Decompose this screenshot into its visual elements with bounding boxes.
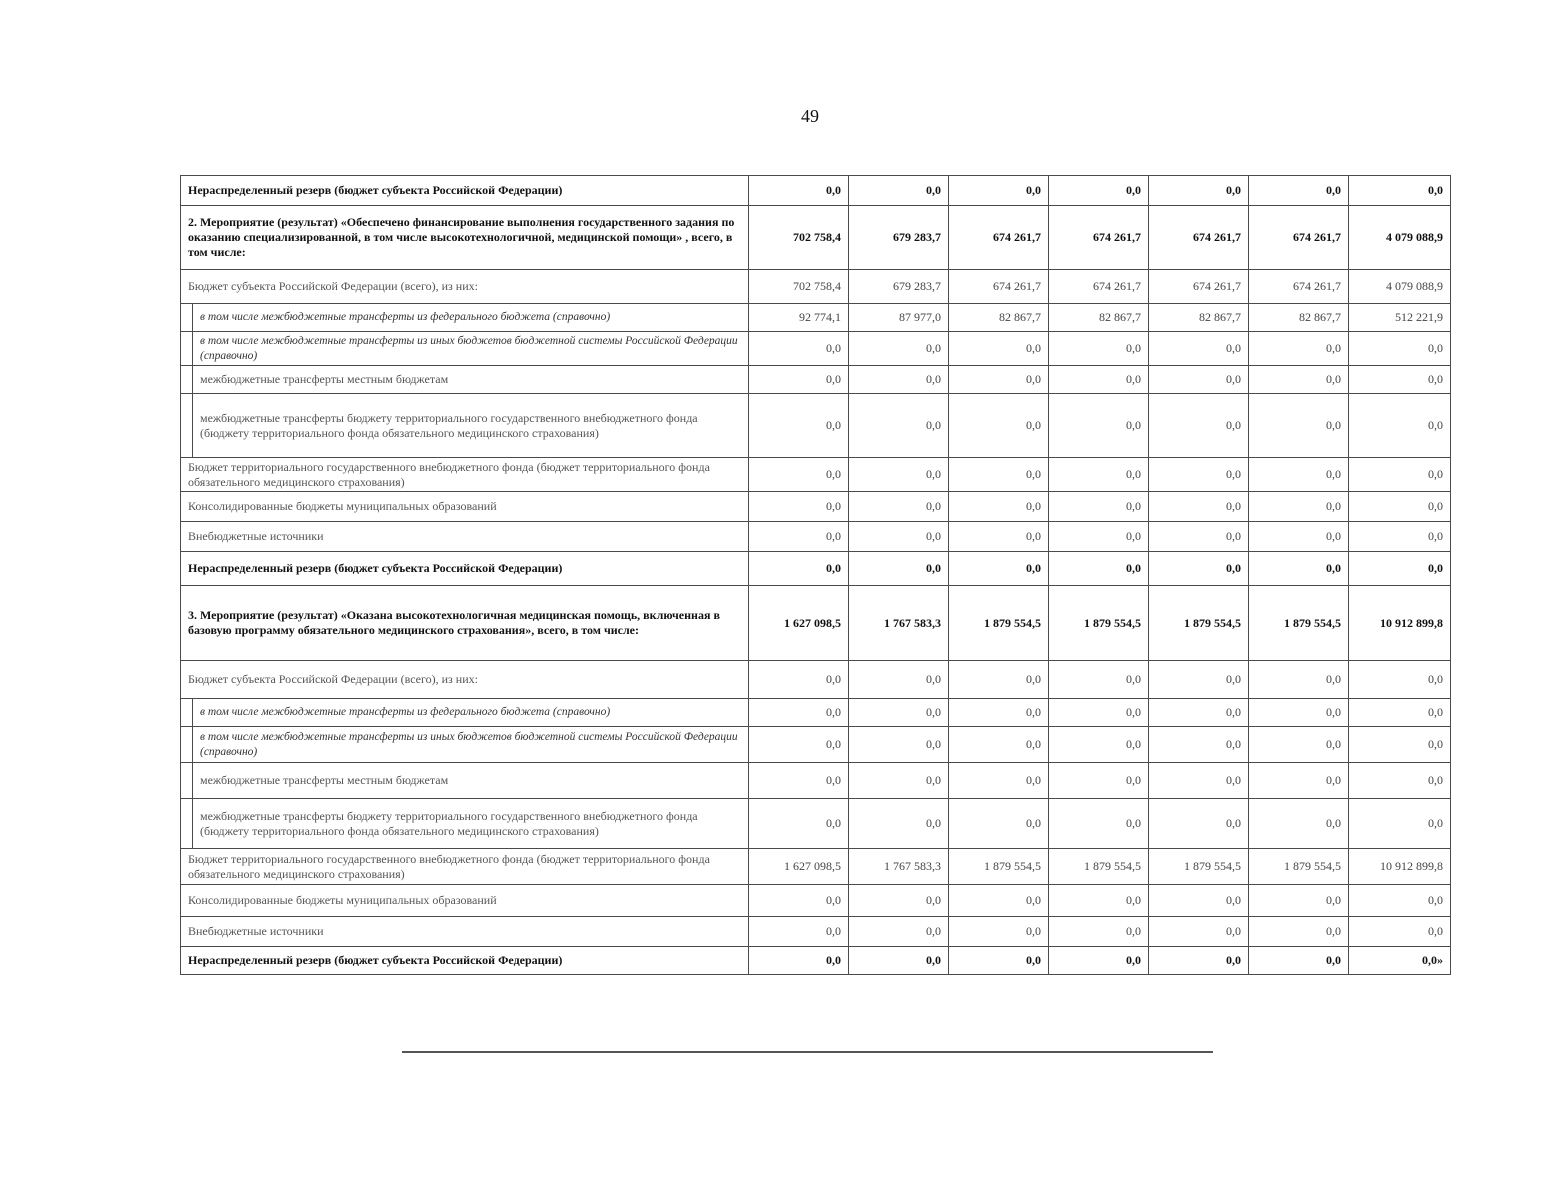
value-cell: 674 261,7	[949, 206, 1049, 270]
value-cell: 0,0	[1349, 366, 1451, 394]
value-cell: 0,0	[1249, 492, 1349, 522]
value-cell: 0,0	[1349, 458, 1451, 492]
value-cell: 702 758,4	[749, 206, 849, 270]
value-cell: 0,0	[949, 727, 1049, 763]
value-cell: 679 283,7	[849, 206, 949, 270]
value-cell: 0,0	[749, 885, 849, 917]
table-body	[181, 176, 1451, 975]
value-cell: 0,0	[949, 366, 1049, 394]
value-cell: 0,0	[1249, 661, 1349, 699]
value-cell: 0,0	[1149, 699, 1249, 727]
value-cell: 0,0	[849, 885, 949, 917]
row-label: Внебюджетные источники	[181, 522, 749, 552]
value-cell: 0,0	[1349, 522, 1451, 552]
value-cell: 0,0	[849, 458, 949, 492]
value-cell: 0,0	[1049, 799, 1149, 849]
value-cell: 0,0	[1349, 799, 1451, 849]
value-cell: 0,0	[1149, 947, 1249, 975]
table-row	[181, 763, 1451, 799]
table-row	[181, 458, 1451, 492]
row-label: Бюджет субъекта Российской Федерации (всего), из них:	[181, 270, 749, 304]
value-cell: 0,0	[1249, 799, 1349, 849]
value-cell: 0,0	[1049, 522, 1149, 552]
value-cell: 1 879 554,5	[1149, 849, 1249, 885]
row-label: межбюджетные трансферты бюджету территориального государственного внебюджетного фонда (бюджету территориального фонда обязательного медицинского страхования)	[193, 799, 749, 849]
value-cell: 0,0	[749, 917, 849, 947]
value-cell: 0,0	[849, 366, 949, 394]
value-cell: 82 867,7	[1249, 304, 1349, 332]
value-cell: 0,0	[849, 522, 949, 552]
indent-cell	[181, 763, 193, 799]
value-cell: 0,0	[849, 727, 949, 763]
table-row	[181, 270, 1451, 304]
value-cell: 1 767 583,3	[849, 586, 949, 661]
row-label: Внебюджетные источники	[181, 917, 749, 947]
value-cell: 92 774,1	[749, 304, 849, 332]
row-label: Нераспределенный резерв (бюджет субъекта Российской Федерации)	[181, 552, 749, 586]
indent-cell	[181, 304, 193, 332]
value-cell: 674 261,7	[1149, 206, 1249, 270]
value-cell: 512 221,9	[1349, 304, 1451, 332]
value-cell: 0,0	[1149, 522, 1249, 552]
row-label: в том числе межбюджетные трансферты из иных бюджетов бюджетной системы Российской Федерации (справочно)	[193, 332, 749, 366]
value-cell: 0,0	[749, 799, 849, 849]
value-cell: 0,0	[1149, 492, 1249, 522]
table-row	[181, 699, 1451, 727]
table-row	[181, 522, 1451, 552]
value-cell: 0,0	[749, 492, 849, 522]
row-label: в том числе межбюджетные трансферты из федерального бюджета (справочно)	[193, 304, 749, 332]
value-cell: 82 867,7	[1149, 304, 1249, 332]
row-label: Бюджет территориального государственного внебюджетного фонда (бюджет территориального фонда обязательного медицинского страхования)	[181, 458, 749, 492]
value-cell: 0,0	[849, 552, 949, 586]
value-cell: 0,0	[849, 661, 949, 699]
value-cell: 0,0	[1249, 552, 1349, 586]
value-cell: 1 879 554,5	[949, 586, 1049, 661]
value-cell: 0,0	[1349, 394, 1451, 458]
bottom-divider	[402, 1051, 1213, 1053]
row-label: межбюджетные трансферты местным бюджетам	[193, 763, 749, 799]
value-cell: 0,0	[949, 917, 1049, 947]
value-cell: 0,0	[1249, 332, 1349, 366]
row-label: Консолидированные бюджеты муниципальных образований	[181, 492, 749, 522]
value-cell: 0,0	[1249, 947, 1349, 975]
value-cell: 0,0	[1049, 661, 1149, 699]
indent-cell	[181, 799, 193, 849]
value-cell: 0,0	[949, 394, 1049, 458]
value-cell: 674 261,7	[1049, 206, 1149, 270]
value-cell: 0,0	[749, 727, 849, 763]
indent-cell	[181, 699, 193, 727]
row-label: Бюджет субъекта Российской Федерации (всего), из них:	[181, 661, 749, 699]
value-cell: 0,0	[1049, 492, 1149, 522]
table-row	[181, 176, 1451, 206]
value-cell: 0,0	[949, 458, 1049, 492]
value-cell: 0,0	[1149, 394, 1249, 458]
value-cell: 0,0	[1049, 917, 1149, 947]
table-row	[181, 727, 1451, 763]
value-cell: 0,0	[1249, 885, 1349, 917]
value-cell: 0,0	[1249, 917, 1349, 947]
value-cell: 82 867,7	[1049, 304, 1149, 332]
value-cell: 1 767 583,3	[849, 849, 949, 885]
value-cell: 702 758,4	[749, 270, 849, 304]
value-cell: 674 261,7	[1049, 270, 1149, 304]
value-cell: 0,0	[1049, 394, 1149, 458]
table-row	[181, 799, 1451, 849]
value-cell: 0,0	[1149, 332, 1249, 366]
value-cell: 0,0	[849, 332, 949, 366]
value-cell: 0,0	[849, 394, 949, 458]
value-cell: 0,0	[1249, 394, 1349, 458]
value-cell: 0,0	[1349, 492, 1451, 522]
table-row	[181, 206, 1451, 270]
value-cell: 0,0	[949, 885, 1049, 917]
value-cell: 0,0	[1249, 176, 1349, 206]
value-cell: 0,0	[949, 176, 1049, 206]
value-cell: 0,0	[749, 947, 849, 975]
value-cell: 0,0	[1049, 727, 1149, 763]
value-cell: 0,0	[1349, 727, 1451, 763]
value-cell: 0,0	[849, 917, 949, 947]
value-cell: 0,0	[949, 492, 1049, 522]
value-cell: 674 261,7	[1249, 270, 1349, 304]
table-row	[181, 885, 1451, 917]
value-cell: 0,0	[1349, 552, 1451, 586]
value-cell: 0,0	[849, 176, 949, 206]
value-cell: 1 879 554,5	[1049, 849, 1149, 885]
value-cell: 0,0	[1249, 522, 1349, 552]
value-cell: 4 079 088,9	[1349, 270, 1451, 304]
table-row	[181, 586, 1451, 661]
value-cell: 0,0»	[1349, 947, 1451, 975]
value-cell: 674 261,7	[1149, 270, 1249, 304]
value-cell: 0,0	[1149, 552, 1249, 586]
value-cell: 0,0	[1049, 947, 1149, 975]
value-cell: 0,0	[749, 699, 849, 727]
row-label: Нераспределенный резерв (бюджет субъекта Российской Федерации)	[181, 176, 749, 206]
value-cell: 1 879 554,5	[1249, 586, 1349, 661]
value-cell: 0,0	[749, 763, 849, 799]
value-cell: 0,0	[1349, 917, 1451, 947]
value-cell: 0,0	[1349, 763, 1451, 799]
value-cell: 0,0	[1149, 885, 1249, 917]
row-label: межбюджетные трансферты местным бюджетам	[193, 366, 749, 394]
value-cell: 0,0	[1149, 799, 1249, 849]
value-cell: 0,0	[949, 522, 1049, 552]
value-cell: 0,0	[1149, 176, 1249, 206]
value-cell: 0,0	[1149, 366, 1249, 394]
value-cell: 0,0	[749, 552, 849, 586]
value-cell: 674 261,7	[1249, 206, 1349, 270]
value-cell: 4 079 088,9	[1349, 206, 1451, 270]
value-cell: 0,0	[749, 458, 849, 492]
value-cell: 0,0	[749, 394, 849, 458]
value-cell: 1 879 554,5	[949, 849, 1049, 885]
value-cell: 0,0	[749, 661, 849, 699]
value-cell: 0,0	[1349, 661, 1451, 699]
value-cell: 0,0	[1049, 458, 1149, 492]
value-cell: 87 977,0	[849, 304, 949, 332]
value-cell: 0,0	[1349, 176, 1451, 206]
value-cell: 1 627 098,5	[749, 849, 849, 885]
table-row	[181, 492, 1451, 522]
value-cell: 674 261,7	[949, 270, 1049, 304]
indent-cell	[181, 727, 193, 763]
value-cell: 0,0	[1049, 885, 1149, 917]
value-cell: 0,0	[1349, 332, 1451, 366]
row-label: Нераспределенный резерв (бюджет субъекта Российской Федерации)	[181, 947, 749, 975]
value-cell: 10 912 899,8	[1349, 586, 1451, 661]
value-cell: 0,0	[849, 799, 949, 849]
value-cell: 0,0	[749, 176, 849, 206]
value-cell: 0,0	[949, 947, 1049, 975]
indent-cell	[181, 332, 193, 366]
indent-cell	[181, 366, 193, 394]
table-row	[181, 366, 1451, 394]
value-cell: 0,0	[1049, 176, 1149, 206]
table-row	[181, 661, 1451, 699]
row-label: в том числе межбюджетные трансферты из федерального бюджета (справочно)	[193, 699, 749, 727]
row-label: в том числе межбюджетные трансферты из иных бюджетов бюджетной системы Российской Федерации (справочно)	[193, 727, 749, 763]
value-cell: 0,0	[749, 366, 849, 394]
value-cell: 0,0	[1049, 332, 1149, 366]
value-cell: 0,0	[1049, 699, 1149, 727]
table-row	[181, 917, 1451, 947]
value-cell: 0,0	[1249, 727, 1349, 763]
value-cell: 0,0	[1149, 763, 1249, 799]
table-row	[181, 332, 1451, 366]
value-cell: 1 879 554,5	[1049, 586, 1149, 661]
row-label: межбюджетные трансферты бюджету территориального государственного внебюджетного фонда (бюджету территориального фонда обязательного медицинского страхования)	[193, 394, 749, 458]
value-cell: 0,0	[1049, 366, 1149, 394]
value-cell: 679 283,7	[849, 270, 949, 304]
page-number: 49	[801, 106, 819, 126]
value-cell: 0,0	[749, 332, 849, 366]
value-cell: 0,0	[949, 699, 1049, 727]
row-label: Консолидированные бюджеты муниципальных образований	[181, 885, 749, 917]
row-label: 3. Мероприятие (результат) «Оказана высокотехнологичная медицинская помощь, включенная в базовую программу обязательного медицинского страхования», всего, в том числе:	[181, 586, 749, 661]
value-cell: 0,0	[1049, 763, 1149, 799]
value-cell: 0,0	[1149, 458, 1249, 492]
row-label: Бюджет территориального государственного внебюджетного фонда (бюджет территориального фонда обязательного медицинского страхования)	[181, 849, 749, 885]
value-cell: 0,0	[849, 699, 949, 727]
value-cell: 0,0	[849, 763, 949, 799]
value-cell: 0,0	[949, 332, 1049, 366]
table-row	[181, 304, 1451, 332]
value-cell: 0,0	[749, 522, 849, 552]
value-cell: 0,0	[949, 661, 1049, 699]
budget-table	[180, 175, 1451, 975]
value-cell: 0,0	[1249, 699, 1349, 727]
table-row	[181, 552, 1451, 586]
value-cell: 0,0	[1149, 727, 1249, 763]
value-cell: 1 879 554,5	[1149, 586, 1249, 661]
value-cell: 0,0	[949, 799, 1049, 849]
value-cell: 0,0	[849, 492, 949, 522]
value-cell: 0,0	[949, 763, 1049, 799]
row-label: 2. Мероприятие (результат) «Обеспечено финансирование выполнения государственного задания по оказанию специализированной, в том числе высокотехнологичной, медицинской помощи» , всего, в том числе:	[181, 206, 749, 270]
value-cell: 0,0	[949, 552, 1049, 586]
table-row	[181, 947, 1451, 975]
value-cell: 1 879 554,5	[1249, 849, 1349, 885]
value-cell: 82 867,7	[949, 304, 1049, 332]
value-cell: 0,0	[1249, 458, 1349, 492]
value-cell: 0,0	[1049, 552, 1149, 586]
value-cell: 1 627 098,5	[749, 586, 849, 661]
value-cell: 0,0	[849, 947, 949, 975]
table-row	[181, 394, 1451, 458]
value-cell: 0,0	[1149, 917, 1249, 947]
value-cell: 0,0	[1249, 763, 1349, 799]
table-row	[181, 849, 1451, 885]
value-cell: 10 912 899,8	[1349, 849, 1451, 885]
indent-cell	[181, 394, 193, 458]
value-cell: 0,0	[1149, 661, 1249, 699]
value-cell: 0,0	[1349, 699, 1451, 727]
value-cell: 0,0	[1349, 885, 1451, 917]
value-cell: 0,0	[1249, 366, 1349, 394]
